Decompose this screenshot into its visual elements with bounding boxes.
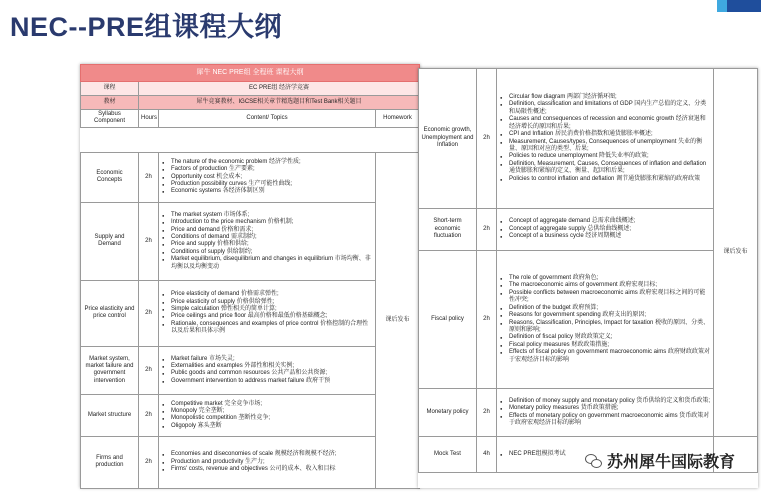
hours-cell: 2h [139, 152, 159, 202]
list-item: ● Reasons, Classification, Principles, Impact for taxation 税收的原因、分类、原则和影响; [508, 320, 711, 335]
table-row [419, 209, 758, 251]
col-header-content: Content/ Topics [159, 110, 376, 128]
list-item: ● Policies to control inflation and deflation 调节通货膨胀和紧缩的政府政策 [508, 176, 711, 183]
table-row [81, 346, 420, 394]
list-item: ● Oligopoly 寡头垄断 [170, 423, 373, 430]
hours-cell: 2h [139, 280, 159, 346]
list-item: ● Circular flow diagram 两部门经济循环图; [508, 94, 711, 101]
list-item: ● Competitive market 完全竞争市场; [170, 401, 373, 408]
brand-watermark [585, 449, 735, 472]
syllabus-title: 犀牛 NEC PRE组 全程班 课程大纲 [81, 65, 420, 82]
list-item: ● Government intervention to address market failure 政府干预 [170, 378, 373, 385]
table-row [81, 152, 420, 202]
list-item: ● Opportunity cost 机会成本; [170, 174, 373, 181]
table-row [81, 202, 420, 280]
hours-cell: 2h [139, 436, 159, 488]
table-row [419, 251, 758, 389]
list-item: ● Monopolistic competition 垄断性竞争; [170, 415, 373, 422]
list-item: ● Externalities and examples 外部性和相关实例; [170, 363, 373, 370]
content-topics [159, 280, 376, 346]
list-item: ● Effects of monetary policy on government macroeconomic aims 货币政策对于政府宏观经济目标的影响 [508, 413, 711, 428]
list-item: ● Price and supply 价格和供给; [170, 241, 373, 248]
list-item: ● Conditions of demand 需求制约; [170, 234, 373, 241]
list-item: ● Price ceilings and price floor 最高价格和最低价格基础概念; [170, 313, 373, 320]
syllabus-component: Price elasticity and price control [81, 280, 139, 346]
hours-cell: 2h [139, 202, 159, 280]
table-row [81, 436, 420, 488]
list-item: ● Firms' costs, revenue and objectives 公司的成本、收入和目标 [170, 466, 373, 473]
list-item: ● Rationale, consequences and examples of price control 价格控制的合理性以及后果和具体示例 [170, 321, 373, 336]
syllabus-component: Economic Concepts [81, 152, 139, 202]
hours-cell: 4h [477, 437, 497, 473]
material-value: 犀牛竞赛教材、IGCSE相关章节精选题目和Test Bank相关题目 [139, 96, 420, 110]
list-item: ● Introduction to the price mechanism 价格机制; [170, 219, 373, 226]
list-item: ● Reasons for government spending 政府支出的原因; [508, 312, 711, 319]
table-row [81, 280, 420, 346]
list-item: ● Price elasticity of demand 价格需求弹性; [170, 291, 373, 298]
content-topics [159, 394, 376, 436]
corner-decoration [727, 0, 761, 12]
homework-cell: 课后发布 [375, 152, 419, 488]
hours-cell: 2h [139, 346, 159, 394]
corner-decoration-light [717, 0, 727, 12]
list-item: ● Price elasticity of supply 价格供给弹性; [170, 299, 373, 306]
list-item: ● The market system 市场体系; [170, 212, 373, 219]
list-item: ● Economic systems 各经济体制区别 [170, 188, 373, 195]
list-item: ● Market equilibrium, disequilibrium and changes in equilibrium 市场均衡、非均衡以及均衡变动 [170, 256, 373, 271]
left-table-body [81, 152, 420, 488]
hours-cell: 2h [477, 69, 497, 209]
list-item: ● Concept of aggregate supply 总供给曲线概述; [508, 226, 711, 233]
list-item: ● Concept of a business cycle 经济周期概述 [508, 233, 711, 240]
list-item: ● Concept of aggregate demand 总需求曲线概述; [508, 218, 711, 225]
syllabus-component: Short-term economic fluctuation [419, 209, 477, 251]
list-item: ● Market failure 市场失灵; [170, 356, 373, 363]
list-item: ● NEC PRE组模拟考试 [508, 451, 711, 458]
hours-cell: 2h [477, 389, 497, 437]
right-table-body [419, 69, 758, 473]
list-item: ● Causes and consequences of recession and economic growth 经济衰退和经济增长的原因和后果; [508, 116, 711, 131]
syllabus-component: Mock Test [419, 437, 477, 473]
list-item: ● Simple calculation 弹性相关的简单计算; [170, 306, 373, 313]
brand-name: 苏州犀牛国际教育 [606, 454, 735, 471]
homework-cell: 课后发布 [714, 69, 758, 437]
list-item: ● Monopoly 完全垄断; [170, 408, 373, 415]
syllabus-component: Supply and Demand [81, 202, 139, 280]
col-header-hours: Hours [139, 110, 159, 128]
list-item: ● The nature of the economic problem 经济学性质; [170, 159, 373, 166]
content-topics [497, 209, 714, 251]
syllabus-component: Monetary policy [419, 389, 477, 437]
syllabus-component: Market system, market failure and government intervention [81, 346, 139, 394]
list-item: ● Economies and diseconomies of scale 规模经济和规模不经济; [170, 451, 373, 458]
table-row [419, 389, 758, 437]
syllabus-component: Firms and production [81, 436, 139, 488]
list-item: ● Fiscal policy measures 财政政策措施; [508, 342, 711, 349]
list-item: ● Definition, classification and limitations of GDP 国内生产总值的定义、分类和局限性概述; [508, 101, 711, 116]
left-syllabus-sheet [80, 64, 420, 488]
list-item: ● The role of government 政府角色; [508, 275, 711, 282]
syllabus-component: Market structure [81, 394, 139, 436]
content-topics [159, 346, 376, 394]
content-topics [159, 152, 376, 202]
content-topics [497, 251, 714, 389]
list-item: ● Production possibility curves 生产可能性曲线; [170, 181, 373, 188]
col-header-component: Syllabus Component [81, 110, 139, 128]
list-item: ● Policies to reduce unemployment 降低失业率的政策; [508, 153, 711, 160]
hours-cell: 2h [477, 251, 497, 389]
content-topics [159, 202, 376, 280]
content-topics [497, 389, 714, 437]
list-item: ● Public goods and common resources 公共产品和公共资源; [170, 370, 373, 377]
list-item: ● CPI and Inflation 居民消费价格指数和通货膨胀率概述; [508, 131, 711, 138]
course-label: 课程 [81, 82, 139, 96]
list-item: ● Measurement, Causes/types, Consequences of unemployment 失业的衡量、原因和对应的类型、后果; [508, 139, 711, 154]
list-item: ● Factors of production 生产要素; [170, 166, 373, 173]
list-item: ● Effects of fiscal policy on government macroeconomic aims 政府财政政策对于宏观经济目标的影响 [508, 349, 711, 364]
list-item: ● The macroeconomic aims of government 政府宏观目标; [508, 282, 711, 289]
material-label: 教材 [81, 96, 139, 110]
content-topics [497, 69, 714, 209]
list-item: ● Monetary policy measures 货币政策措施; [508, 405, 711, 412]
left-syllabus-table [80, 64, 420, 489]
syllabus-component: Fiscal policy [419, 251, 477, 389]
content-topics [159, 436, 376, 488]
list-item: ● Possible conflicts between macroeconomic aims 政府宏观目标之间的可能性冲突; [508, 290, 711, 305]
right-syllabus-sheet [418, 68, 758, 488]
wechat-icon [585, 454, 603, 468]
course-value: EC PRE组 经济学竞赛 [139, 82, 420, 96]
list-item: ● Definition of fiscal policy 财政政策定义; [508, 334, 711, 341]
page-title: NEC--PRE组课程大纲 [10, 12, 283, 42]
list-item: ● Conditions of supply 供给制约; [170, 249, 373, 256]
list-item: ● Production and productivity 生产力; [170, 459, 373, 466]
table-row [81, 394, 420, 436]
table-row [419, 69, 758, 209]
syllabus-component: Economic growth, Unemployment and Inflation [419, 69, 477, 209]
hours-cell: 2h [477, 209, 497, 251]
list-item: ● Definition, Measurement, Causes, Consequences of inflation and deflation 通货膨胀和紧缩的定义、衡量、起因和后果; [508, 161, 711, 176]
col-header-homework: Homework [375, 110, 419, 128]
hours-cell: 2h [139, 394, 159, 436]
right-syllabus-table [418, 68, 758, 473]
list-item: ● Definition of the budget 政府预算; [508, 305, 711, 312]
list-item: ● Definition of money supply and monetary policy 货币供给的定义和货币政策; [508, 398, 711, 405]
list-item: ● Price and demand 价格和需求; [170, 227, 373, 234]
